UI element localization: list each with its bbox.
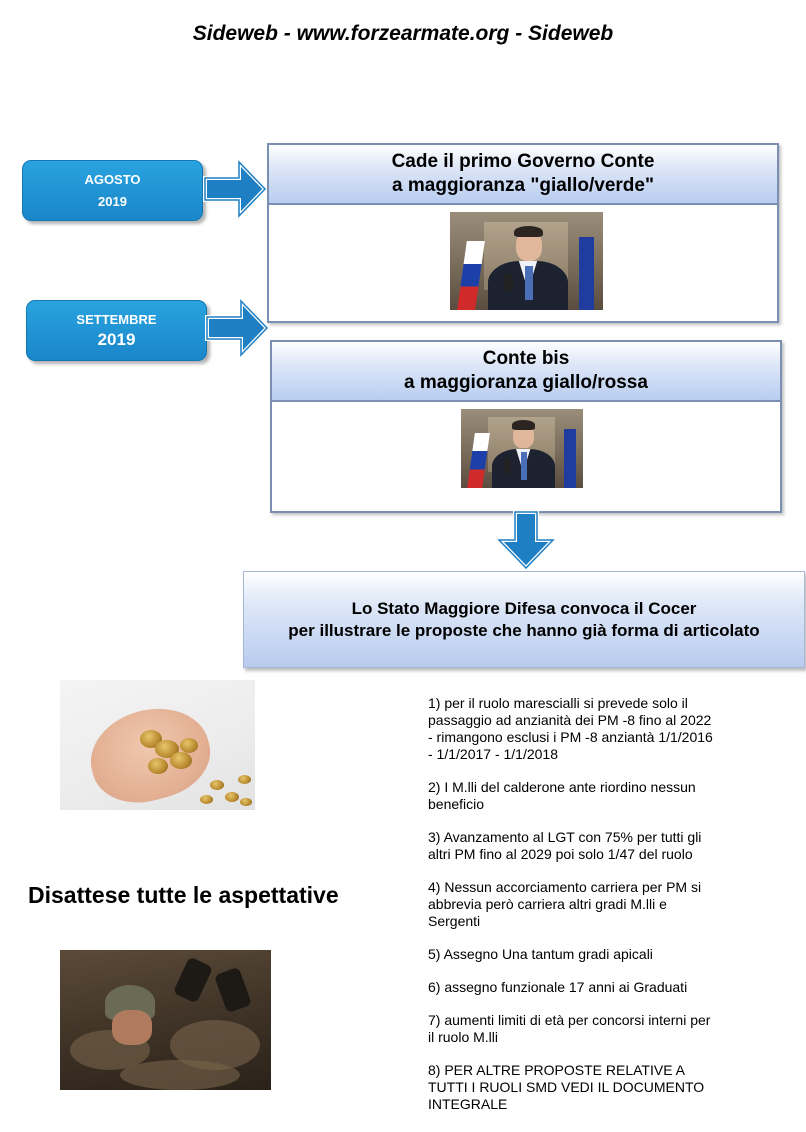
- proposal-item: 2) I M.lli del calderone ante riordino nessun beneficio: [428, 779, 696, 812]
- right-arrow-icon: [205, 297, 271, 359]
- proposal-item: 8) PER ALTRE PROPOSTE RELATIVE A TUTTI I RUOLI SMD VEDI IL DOCUMENTO INTEGRALE: [428, 1062, 705, 1112]
- proposal-item: 4) Nessun accorciamento carriera per PM si abbrevia però carriera altri gradi M.lli e Sergenti: [428, 879, 702, 929]
- date-month: AGOSTO: [84, 171, 141, 187]
- smd-line-2: per illustrare le proposte che hanno già forma di articolato: [288, 620, 760, 640]
- event-title: Conte bis: [482, 348, 570, 369]
- portrait-photo: [450, 212, 603, 310]
- event-subtitle: a maggioranza giallo/rossa: [404, 372, 648, 393]
- portrait-photo: [461, 409, 583, 488]
- date-badge-settembre: [26, 300, 207, 361]
- date-month: SETTEMBRE: [76, 311, 157, 327]
- smd-line-1: Lo Stato Maggiore Difesa convoca il Cocer: [351, 598, 697, 618]
- date-year: 2019: [97, 329, 136, 349]
- event-title: Cade il primo Governo Conte: [391, 151, 655, 172]
- soldier-in-mud-photo: [60, 950, 271, 1090]
- proposals-list: [428, 695, 748, 1129]
- down-arrow-icon: [496, 510, 556, 572]
- coins-in-hand-photo: [60, 680, 255, 810]
- proposal-item: 1) per il ruolo marescialli si prevede solo il passaggio ad anzianità dei PM -8 fino al 2022 - rimangono esclusi i PM -8 anziantà 1/1/2016 - 1/1/2017 - 1/1/2018: [428, 695, 713, 762]
- proposal-item: 3) Avanzamento al LGT con 75% per tutti gli altri PM fino al 2029 poi solo 1/47 del ruolo: [428, 829, 702, 862]
- date-badge-agosto: [22, 160, 203, 221]
- date-year: 2019: [98, 193, 127, 209]
- smd-announcement-box: [243, 571, 805, 668]
- proposal-item: 7) aumenti limiti di età per concorsi interni per il ruolo M.lli: [428, 1012, 711, 1045]
- event-subtitle: a maggioranza "giallo/verde": [392, 175, 654, 196]
- side-title: Disattese tutte le aspettative: [28, 882, 339, 908]
- event-header: [269, 145, 777, 205]
- right-arrow-icon: [203, 158, 269, 220]
- event-header: [272, 342, 780, 402]
- proposal-item: 5) Assegno Una tantum gradi apicali: [428, 946, 653, 962]
- page-title: Sideweb - www.forzearmate.org - Sideweb: [192, 22, 614, 45]
- proposal-item: 6) assegno funzionale 17 anni ai Graduati: [428, 979, 688, 995]
